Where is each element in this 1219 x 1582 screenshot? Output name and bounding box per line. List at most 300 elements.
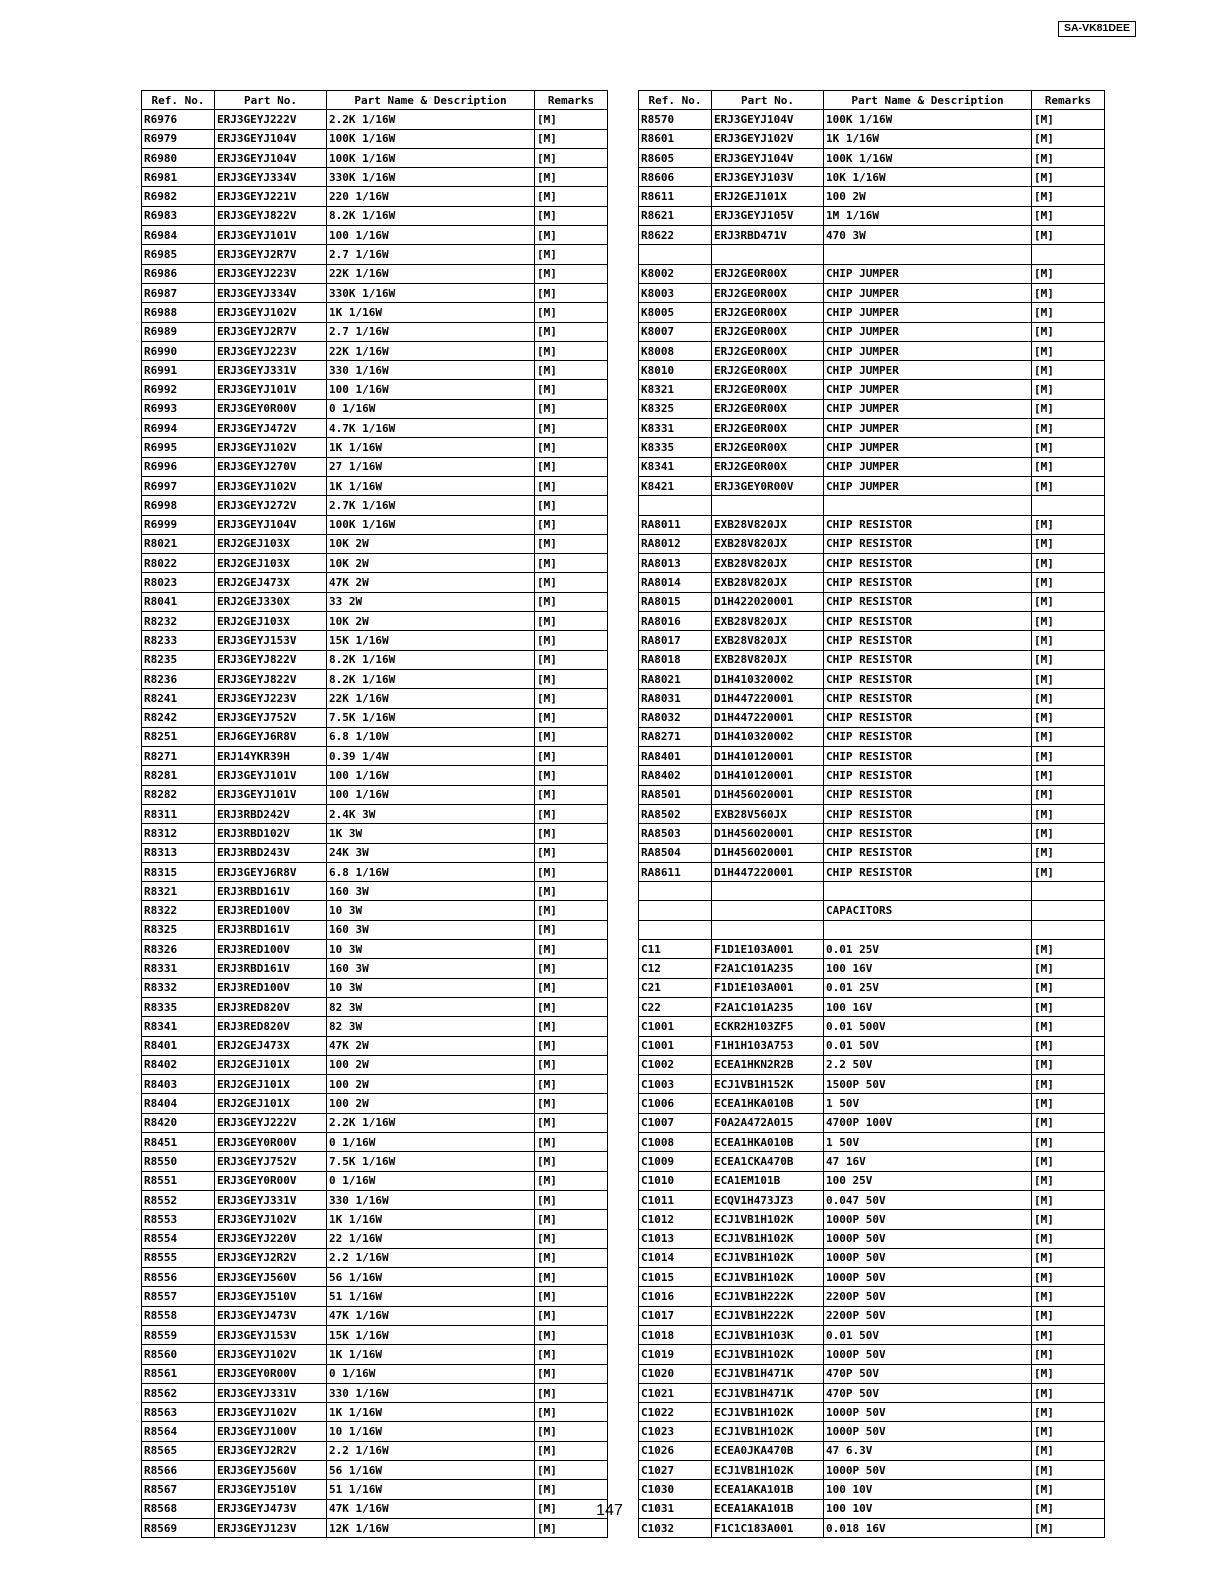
description-cell: 160 3W	[327, 959, 535, 978]
part-no-cell: ERJ2GEJ101X	[215, 1075, 327, 1094]
remarks-cell: [M]	[1032, 1210, 1105, 1229]
part-no-cell: ERJ3GEYJ102V	[215, 438, 327, 457]
ref-no-cell: C1002	[639, 1055, 712, 1074]
remarks-cell: [M]	[1032, 1499, 1105, 1518]
description-cell: 1000P 50V	[824, 1268, 1032, 1287]
description-cell: 100 1/16W	[327, 766, 535, 785]
description-cell: CHIP RESISTOR	[824, 689, 1032, 708]
part-no-cell: ECJ1VB1H102K	[712, 1248, 824, 1267]
part-no-cell: ERJ3GEYJ473V	[215, 1306, 327, 1325]
remarks-cell: [M]	[1032, 1383, 1105, 1402]
ref-no-cell: K8010	[639, 361, 712, 380]
ref-no-cell: C1019	[639, 1345, 712, 1364]
table-row	[639, 187, 1105, 206]
part-no-cell: ERJ3GEYJ472V	[215, 419, 327, 438]
ref-no-cell: C1026	[639, 1441, 712, 1460]
part-no-cell: D1H456020001	[712, 785, 824, 804]
description-cell: 330 1/16W	[327, 361, 535, 380]
ref-no-cell: RA8503	[639, 824, 712, 843]
ref-no-cell: R6991	[142, 361, 215, 380]
remarks-cell: [M]	[535, 1248, 608, 1267]
ref-no-cell: R8235	[142, 650, 215, 669]
ref-no-cell: R8271	[142, 747, 215, 766]
table-row	[639, 1403, 1105, 1422]
remarks-cell: [M]	[1032, 747, 1105, 766]
table-row	[639, 1383, 1105, 1402]
part-no-cell: ERJ3GEYJ752V	[215, 708, 327, 727]
table-row	[142, 322, 608, 341]
remarks-cell: [M]	[535, 689, 608, 708]
description-cell: CHIP RESISTOR	[824, 766, 1032, 785]
remarks-cell: [M]	[1032, 438, 1105, 457]
table-row	[142, 245, 608, 264]
ref-no-cell	[639, 901, 712, 920]
table-row	[142, 1171, 608, 1190]
table-row	[142, 843, 608, 862]
remarks-cell: [M]	[535, 1345, 608, 1364]
remarks-cell: [M]	[535, 727, 608, 746]
part-no-cell: ERJ3GEYJ101V	[215, 380, 327, 399]
part-no-cell: EXB28V820JX	[712, 573, 824, 592]
ref-no-cell: C1027	[639, 1461, 712, 1480]
remarks-cell: [M]	[535, 1461, 608, 1480]
part-no-cell: ERJ3GEYJ331V	[215, 1383, 327, 1402]
remarks-cell: [M]	[1032, 110, 1105, 129]
part-no-cell: ERJ2GEJ103X	[215, 612, 327, 631]
ref-no-cell: C1001	[639, 1017, 712, 1036]
part-no-cell: ERJ3GEYJ102V	[215, 1345, 327, 1364]
ref-no-cell: R6987	[142, 283, 215, 302]
remarks-cell: [M]	[535, 322, 608, 341]
ref-no-cell: R6990	[142, 341, 215, 360]
ref-no-cell: R8566	[142, 1461, 215, 1480]
table-row	[639, 612, 1105, 631]
remarks-cell: [M]	[1032, 148, 1105, 167]
ref-no-cell: C12	[639, 959, 712, 978]
description-cell: CHIP JUMPER	[824, 457, 1032, 476]
ref-no-cell: R8232	[142, 612, 215, 631]
ref-no-cell	[639, 882, 712, 901]
ref-no-cell: RA8016	[639, 612, 712, 631]
remarks-cell: [M]	[535, 940, 608, 959]
table-row	[142, 534, 608, 553]
description-cell: CHIP RESISTOR	[824, 669, 1032, 688]
remarks-cell: [M]	[535, 959, 608, 978]
ref-no-cell: R6993	[142, 399, 215, 418]
ref-no-cell: K8003	[639, 283, 712, 302]
ref-no-cell: K8002	[639, 264, 712, 283]
remarks-cell: [M]	[535, 978, 608, 997]
ref-no-cell: R8555	[142, 1248, 215, 1267]
part-no-cell: D1H422020001	[712, 592, 824, 611]
remarks-cell: [M]	[1032, 843, 1105, 862]
description-cell: CAPACITORS	[824, 901, 1032, 920]
ref-no-cell: R6998	[142, 496, 215, 515]
part-no-cell: D1H447220001	[712, 689, 824, 708]
description-cell: 1000P 50V	[824, 1461, 1032, 1480]
part-no-cell: ERJ2GEJ101X	[215, 1094, 327, 1113]
description-cell: CHIP RESISTOR	[824, 708, 1032, 727]
description-cell: 22 1/16W	[327, 1229, 535, 1248]
ref-no-cell: C1017	[639, 1306, 712, 1325]
table-row	[639, 496, 1105, 515]
ref-no-cell	[639, 920, 712, 939]
description-cell: 100 2W	[824, 187, 1032, 206]
table-header-row	[639, 91, 1105, 110]
table-row	[639, 862, 1105, 881]
part-no-cell: ECJ1VB1H102K	[712, 1422, 824, 1441]
part-no-cell: F2A1C101A235	[712, 997, 824, 1016]
remarks-cell	[1032, 920, 1105, 939]
ref-no-cell: R8554	[142, 1229, 215, 1248]
remarks-cell: [M]	[1032, 592, 1105, 611]
remarks-cell: [M]	[535, 920, 608, 939]
part-no-cell: ERJ3GEYJ104V	[712, 148, 824, 167]
description-cell: 330 1/16W	[327, 1190, 535, 1209]
description-cell: 100 1/16W	[327, 785, 535, 804]
table-row	[639, 747, 1105, 766]
part-no-cell: ECJ1VB1H222K	[712, 1287, 824, 1306]
remarks-cell: [M]	[535, 708, 608, 727]
remarks-cell: [M]	[535, 303, 608, 322]
table-row	[142, 747, 608, 766]
table-row	[142, 110, 608, 129]
description-cell: CHIP RESISTOR	[824, 515, 1032, 534]
description-cell	[824, 882, 1032, 901]
ref-no-cell: R8564	[142, 1422, 215, 1441]
description-cell: 7.5K 1/16W	[327, 708, 535, 727]
table-row	[142, 361, 608, 380]
description-cell: 2200P 50V	[824, 1306, 1032, 1325]
ref-no-cell: R8326	[142, 940, 215, 959]
description-cell: 82 3W	[327, 1017, 535, 1036]
part-no-cell: ERJ3RBD161V	[215, 882, 327, 901]
remarks-cell: [M]	[535, 901, 608, 920]
part-no-cell: ERJ3GEYJ104V	[215, 148, 327, 167]
description-cell: 1 50V	[824, 1133, 1032, 1152]
table-row	[639, 1306, 1105, 1325]
table-row	[142, 129, 608, 148]
column-header-description: Part Name & Description	[327, 91, 535, 110]
ref-no-cell: R6992	[142, 380, 215, 399]
description-cell: 2.4K 3W	[327, 804, 535, 823]
description-cell: CHIP RESISTOR	[824, 824, 1032, 843]
table-row	[142, 1518, 608, 1537]
ref-no-cell: R8022	[142, 554, 215, 573]
description-cell	[824, 245, 1032, 264]
ref-no-cell: RA8015	[639, 592, 712, 611]
description-cell: CHIP RESISTOR	[824, 862, 1032, 881]
description-cell: 470 3W	[824, 226, 1032, 245]
ref-no-cell: R8565	[142, 1441, 215, 1460]
part-no-cell: ERJ3GEYJ104V	[215, 129, 327, 148]
remarks-cell: [M]	[535, 283, 608, 302]
description-cell: CHIP RESISTOR	[824, 804, 1032, 823]
remarks-cell: [M]	[1032, 1229, 1105, 1248]
remarks-cell: [M]	[535, 804, 608, 823]
remarks-cell: [M]	[535, 650, 608, 669]
part-no-cell: EXB28V820JX	[712, 534, 824, 553]
part-no-cell: ECEA1HKA010B	[712, 1094, 824, 1113]
remarks-cell: [M]	[1032, 997, 1105, 1016]
ref-no-cell: R6999	[142, 515, 215, 534]
remarks-cell: [M]	[1032, 1441, 1105, 1460]
remarks-cell: [M]	[1032, 669, 1105, 688]
table-row	[142, 1190, 608, 1209]
ref-no-cell: R8570	[639, 110, 712, 129]
table-row	[142, 1017, 608, 1036]
remarks-cell: [M]	[535, 457, 608, 476]
description-cell: 1K 1/16W	[327, 1403, 535, 1422]
part-no-cell: ERJ3GEYJ752V	[215, 1152, 327, 1171]
table-row	[142, 1036, 608, 1055]
column-header-ref-no: Ref. No.	[639, 91, 712, 110]
remarks-cell: [M]	[1032, 689, 1105, 708]
part-no-cell: ERJ3GEYJ822V	[215, 650, 327, 669]
description-cell: 1K 1/16W	[824, 129, 1032, 148]
part-no-cell: ECJ1VB1H102K	[712, 1461, 824, 1480]
remarks-cell: [M]	[1032, 1287, 1105, 1306]
remarks-cell: [M]	[535, 1190, 608, 1209]
table-row	[142, 1268, 608, 1287]
description-cell: CHIP RESISTOR	[824, 843, 1032, 862]
description-cell: 100K 1/16W	[327, 515, 535, 534]
description-cell: 82 3W	[327, 997, 535, 1016]
table-row	[142, 1480, 608, 1499]
part-no-cell: ERJ3GEYJ104V	[712, 110, 824, 129]
part-no-cell: ECJ1VB1H102K	[712, 1403, 824, 1422]
remarks-cell: [M]	[1032, 1248, 1105, 1267]
part-no-cell: ERJ3GEY0R00V	[215, 399, 327, 418]
ref-no-cell: C1021	[639, 1383, 712, 1402]
table-row	[142, 438, 608, 457]
table-row	[142, 592, 608, 611]
table-row	[142, 554, 608, 573]
part-no-cell: ERJ2GE0R00X	[712, 322, 824, 341]
remarks-cell: [M]	[1032, 978, 1105, 997]
remarks-cell	[1032, 901, 1105, 920]
remarks-cell: [M]	[1032, 341, 1105, 360]
table-row	[639, 631, 1105, 650]
part-no-cell: ERJ3RED100V	[215, 901, 327, 920]
remarks-cell: [M]	[535, 1422, 608, 1441]
table-row	[142, 901, 608, 920]
part-no-cell: D1H447220001	[712, 708, 824, 727]
table-row	[639, 1364, 1105, 1383]
part-no-cell: ERJ2GEJ101X	[712, 187, 824, 206]
table-row	[639, 824, 1105, 843]
part-no-cell: ERJ3GEYJ2R7V	[215, 322, 327, 341]
remarks-cell: [M]	[1032, 612, 1105, 631]
part-no-cell: ERJ2GE0R00X	[712, 438, 824, 457]
part-no-cell: ERJ3GEYJ222V	[215, 1113, 327, 1132]
ref-no-cell: C1003	[639, 1075, 712, 1094]
table-row	[142, 1326, 608, 1345]
table-row	[142, 1306, 608, 1325]
ref-no-cell: R6994	[142, 419, 215, 438]
part-no-cell: ERJ3RBD471V	[712, 226, 824, 245]
ref-no-cell: R8401	[142, 1036, 215, 1055]
description-cell: CHIP RESISTOR	[824, 612, 1032, 631]
description-cell: 10K 1/16W	[824, 168, 1032, 187]
part-no-cell: ERJ3GEYJ153V	[215, 1326, 327, 1345]
remarks-cell: [M]	[1032, 766, 1105, 785]
table-row	[639, 901, 1105, 920]
remarks-cell: [M]	[1032, 1306, 1105, 1325]
remarks-cell: [M]	[1032, 959, 1105, 978]
description-cell: CHIP RESISTOR	[824, 554, 1032, 573]
ref-no-cell: R8567	[142, 1480, 215, 1499]
description-cell: 33 2W	[327, 592, 535, 611]
description-cell: CHIP RESISTOR	[824, 592, 1032, 611]
table-row	[639, 476, 1105, 495]
ref-no-cell: R8236	[142, 669, 215, 688]
remarks-cell: [M]	[1032, 168, 1105, 187]
description-cell: 2200P 50V	[824, 1287, 1032, 1306]
description-cell: 0 1/16W	[327, 1364, 535, 1383]
part-no-cell	[712, 245, 824, 264]
description-cell: 100 10V	[824, 1499, 1032, 1518]
model-badge: SA-VK81DEE	[1058, 21, 1136, 37]
ref-no-cell: R8242	[142, 708, 215, 727]
table-row	[142, 187, 608, 206]
ref-no-cell: R6997	[142, 476, 215, 495]
remarks-cell: [M]	[535, 997, 608, 1016]
remarks-cell: [M]	[535, 187, 608, 206]
description-cell: 160 3W	[327, 882, 535, 901]
part-no-cell: ECA1EM101B	[712, 1171, 824, 1190]
ref-no-cell: K8008	[639, 341, 712, 360]
table-row	[639, 303, 1105, 322]
table-row	[142, 882, 608, 901]
ref-no-cell: C1008	[639, 1133, 712, 1152]
remarks-cell: [M]	[1032, 226, 1105, 245]
table-row	[639, 148, 1105, 167]
part-no-cell: ERJ3GEYJ101V	[215, 785, 327, 804]
description-cell: 0.39 1/4W	[327, 747, 535, 766]
remarks-cell: [M]	[535, 785, 608, 804]
part-no-cell: ERJ3GEYJ221V	[215, 187, 327, 206]
description-cell: 56 1/16W	[327, 1268, 535, 1287]
table-row	[142, 1094, 608, 1113]
description-cell: CHIP JUMPER	[824, 303, 1032, 322]
ref-no-cell: R8451	[142, 1133, 215, 1152]
table-row	[639, 457, 1105, 476]
remarks-cell: [M]	[535, 419, 608, 438]
ref-no-cell: R8341	[142, 1017, 215, 1036]
description-cell: 1K 1/16W	[327, 303, 535, 322]
remarks-cell: [M]	[535, 882, 608, 901]
table-row	[142, 1364, 608, 1383]
description-cell: 10 3W	[327, 940, 535, 959]
description-cell: 100 16V	[824, 997, 1032, 1016]
remarks-cell: [M]	[535, 1441, 608, 1460]
table-row	[639, 785, 1105, 804]
description-cell: CHIP JUMPER	[824, 380, 1032, 399]
table-row	[639, 380, 1105, 399]
description-cell: 2.7 1/16W	[327, 322, 535, 341]
remarks-cell: [M]	[1032, 1055, 1105, 1074]
table-row	[639, 1441, 1105, 1460]
description-cell: CHIP JUMPER	[824, 264, 1032, 283]
ref-no-cell: R8335	[142, 997, 215, 1016]
ref-no-cell: R8315	[142, 862, 215, 881]
part-no-cell	[712, 496, 824, 515]
table-row	[639, 1036, 1105, 1055]
part-no-cell: EXB28V820JX	[712, 554, 824, 573]
ref-no-cell: C1012	[639, 1210, 712, 1229]
part-no-cell: ERJ2GE0R00X	[712, 419, 824, 438]
ref-no-cell: K8321	[639, 380, 712, 399]
description-cell: 47K 1/16W	[327, 1306, 535, 1325]
remarks-cell: [M]	[535, 573, 608, 592]
table-row	[639, 727, 1105, 746]
table-row	[142, 997, 608, 1016]
ref-no-cell: R8313	[142, 843, 215, 862]
ref-no-cell: R8621	[639, 206, 712, 225]
ref-no-cell: R6996	[142, 457, 215, 476]
remarks-cell: [M]	[1032, 264, 1105, 283]
part-no-cell: D1H456020001	[712, 843, 824, 862]
remarks-cell: [M]	[1032, 862, 1105, 881]
remarks-cell: [M]	[535, 1499, 608, 1518]
table-row	[639, 1287, 1105, 1306]
part-no-cell: F0A2A472A015	[712, 1113, 824, 1132]
ref-no-cell: K8421	[639, 476, 712, 495]
remarks-cell: [M]	[535, 496, 608, 515]
remarks-cell: [M]	[535, 1306, 608, 1325]
table-row	[639, 1113, 1105, 1132]
description-cell: 100 2W	[327, 1094, 535, 1113]
remarks-cell: [M]	[1032, 457, 1105, 476]
remarks-cell: [M]	[535, 341, 608, 360]
ref-no-cell: R8553	[142, 1210, 215, 1229]
ref-no-cell: RA8014	[639, 573, 712, 592]
description-cell: 4.7K 1/16W	[327, 419, 535, 438]
description-cell: 8.2K 1/16W	[327, 650, 535, 669]
part-no-cell: ERJ3GEYJ510V	[215, 1480, 327, 1499]
parts-table-right	[638, 90, 1105, 1538]
ref-no-cell: C1023	[639, 1422, 712, 1441]
remarks-cell: [M]	[535, 264, 608, 283]
description-cell: 4700P 100V	[824, 1113, 1032, 1132]
table-row	[142, 631, 608, 650]
description-cell: 1500P 50V	[824, 1075, 1032, 1094]
part-no-cell: ERJ2GE0R00X	[712, 399, 824, 418]
table-row	[639, 129, 1105, 148]
remarks-cell: [M]	[1032, 1326, 1105, 1345]
ref-no-cell: R8558	[142, 1306, 215, 1325]
part-no-cell: ERJ3RBD243V	[215, 843, 327, 862]
table-row	[142, 264, 608, 283]
description-cell: 2.2 50V	[824, 1055, 1032, 1074]
table-row	[639, 1345, 1105, 1364]
remarks-cell: [M]	[535, 1171, 608, 1190]
table-row	[142, 727, 608, 746]
table-row	[639, 1248, 1105, 1267]
remarks-cell: [M]	[535, 1287, 608, 1306]
part-no-cell: ERJ3GEYJ104V	[215, 515, 327, 534]
remarks-cell: [M]	[535, 1152, 608, 1171]
description-cell: 10K 2W	[327, 612, 535, 631]
ref-no-cell: R8557	[142, 1287, 215, 1306]
table-row	[142, 1383, 608, 1402]
remarks-cell: [M]	[1032, 1480, 1105, 1499]
part-no-cell: ERJ3GEYJ123V	[215, 1518, 327, 1537]
remarks-cell: [M]	[1032, 727, 1105, 746]
ref-no-cell: C1009	[639, 1152, 712, 1171]
remarks-cell: [M]	[1032, 303, 1105, 322]
